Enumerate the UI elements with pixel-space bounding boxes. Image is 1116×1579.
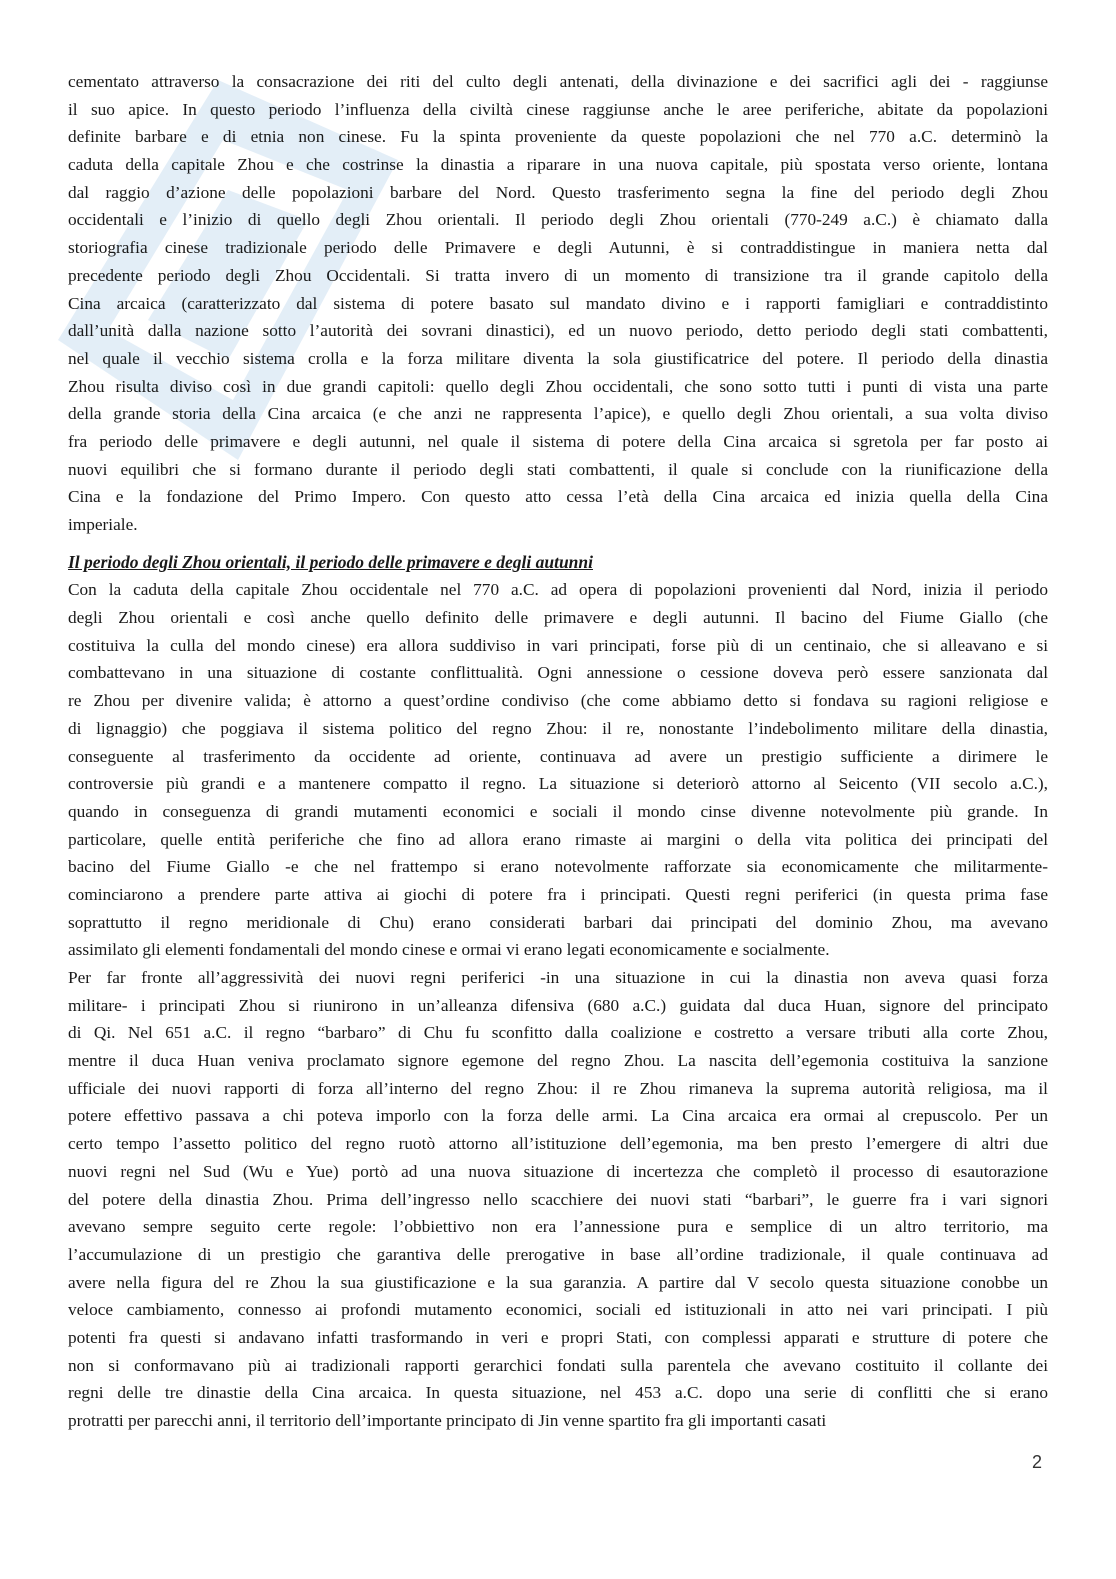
text-line: occidentali e l’inizio di quello degli Zhou orientali. Il periodo degli Zhou orientali (770-249 a.C.) è chiamato dalla	[68, 210, 1048, 230]
text-line: avevano sempre seguito certe regole: l’obbiettivo non era l’annessione pura e semplice di un altro territorio, ma	[68, 1217, 1048, 1237]
text-line: definite barbare e di etnia non cinese. Fu la spinta proveniente da queste popolazioni che nel 770 a.C. determinò la	[68, 127, 1048, 147]
text-line: degli Zhou orientali e così anche quello definito delle primavere e degli autunni. Il bacino del Fiume Giallo (che	[68, 608, 1048, 628]
text-line: Cina e la fondazione del Primo Impero. Con questo atto cessa l’età della Cina arcaica ed inizia quella della Cina	[68, 487, 1048, 507]
text-line: mentre il duca Huan veniva proclamato signore egemone del regno Zhou. La nascita dell’egemonia costituiva la sanzione	[68, 1051, 1048, 1071]
text-line: nuovi regni nel Sud (Wu e Yue) portò ad una nuova situazione di incertezza che completò il processo di esautorazione	[68, 1161, 1048, 1181]
text-line: controversie più grandi e a mantenere compatto il regno. La situazione si deteriorò attorno al Seicento (VII secolo a.C.),	[68, 774, 1048, 794]
text-line: militare- i principati Zhou si riunirono in un’alleanza difensiva (680 a.C.) guidata dal duca Huan, signore del principato	[68, 995, 1048, 1015]
page-number: 2	[1031, 1452, 1042, 1472]
text-line: nel quale il vecchio sistema crolla e la forza militare diventa la sola giustificatrice del potere. Il periodo della dinastia	[68, 348, 1048, 368]
text-line: bacino del Fiume Giallo -e che nel frattempo si erano notevolmente rafforzate sia economicamente che militarmente-	[68, 857, 1048, 877]
text-line: cominciarono a prendere parte attiva ai giochi di potere fra i principati. Questi regni periferici (in questa prima fase	[68, 884, 1048, 904]
section-heading: Il periodo degli Zhou orientali, il periodo delle primavere e degli autunni	[68, 551, 593, 572]
text-line: certo tempo l’assetto politico del regno ruotò attorno all’istituzione dell’egemonia, ma ben presto l’emergere di altri due	[68, 1134, 1048, 1154]
text-line: il suo apice. In questo periodo l’influenza della civiltà cinese raggiunse anche le aree periferiche, abitate da popolazioni	[68, 99, 1048, 119]
text-line: della grande storia della Cina arcaica (e che anzi ne rappresenta l’apice), e quello degli Zhou orientali, a sua volta diviso	[68, 404, 1048, 424]
text-line: di lignaggio) che poggiava il sistema politico del regno Zhou: il re, nonostante l’indebolimento militare della dinastia,	[68, 718, 1048, 738]
text-line: Cina arcaica (caratterizzato dal sistema di potere basato sul mandato divino e i rapporti famigliari e contraddistinto	[68, 293, 1048, 313]
text-line: potenti fra questi si andavano infatti trasformando in veri e propri Stati, con complessi apparati e strutture di potere che	[68, 1327, 1048, 1347]
paragraph-1	[68, 68, 1048, 539]
text-line: regni delle tre dinastie della Cina arcaica. In questa situazione, nel 453 a.C. dopo una serie di conflitti che si erano	[68, 1383, 1048, 1403]
paragraph-2	[68, 576, 1048, 964]
text-line: potere effettivo passava a chi poteva imporlo con la forza delle armi. La Cina arcaica era ormai al crepuscolo. Per un	[68, 1106, 1048, 1126]
text-line: precedente periodo degli Zhou Occidentali. Si tratta invero di un momento di transizione tra il grande capitolo della	[68, 265, 1048, 285]
text-line: Zhou risulta diviso così in due grandi capitoli: quello degli Zhou occidentali, che sono sotto tutti i punti di vista una parte	[68, 376, 1048, 396]
text-line: Con la caduta della capitale Zhou occidentale nel 770 a.C. ad opera di popolazioni provenienti dal Nord, inizia il periodo	[68, 580, 1048, 600]
text-line: del potere della dinastia Zhou. Prima dell’ingresso nello scacchiere dei nuovi stati “barbari”, le guerre fra i vari signori	[68, 1189, 1048, 1209]
text-line: quando in conseguenza di grandi mutamenti economici e sociali il mondo cinse divenne notevolmente più grande. In	[68, 801, 1048, 821]
text-line: protratti per parecchi anni, il territorio dell’importante principato di Jin venne spartito fra gli importanti casati	[68, 1411, 827, 1430]
paragraph-3	[68, 964, 1048, 1435]
text-line: cementato attraverso la consacrazione dei riti del culto degli antenati, della divinazione e dei sacrifici agli dei - raggiunse	[68, 72, 1048, 91]
text-line: imperiale.	[68, 515, 138, 534]
text-line: assimilato gli elementi fondamentali del mondo cinese e ormai vi erano legati economicamente e socialmente.	[68, 940, 830, 960]
text-line: avere nella figura del re Zhou la sua giustificazione e la sua garanzia. A partire dal V secolo questa situazione conobbe un	[68, 1272, 1048, 1292]
text-line: dal raggio d’azione delle popolazioni barbare del Nord. Questo trasferimento segna la fine del periodo degli Zhou	[68, 182, 1048, 202]
text-line: re Zhou per divenire valida; è attorno a quest’ordine condiviso (che come abbiamo detto si fondava su ragioni religiose e	[68, 691, 1048, 711]
text-line: combattevano in una situazione di costante conflittualità. Ogni annessione o cessione doveva però essere sanzionata dal	[68, 663, 1048, 683]
text-line: soprattutto il regno meridionale di Chu) erano considerati barbari dai principati del dominio Zhou, ma avevano	[68, 912, 1048, 932]
text-line: particolare, quelle entità periferiche che fino ad allora erano rimaste ai margini o della vita politica dei principati del	[68, 829, 1048, 849]
text-line: di Qi. Nel 651 a.C. il regno “barbaro” di Chu fu sconfitto dalla coalizione e costretto a versare tributi alla corte Zhou,	[68, 1023, 1048, 1043]
text-line: conseguente al trasferimento da occidente ad oriente, continuava ad avere un prestigio sufficiente a dirimere le	[68, 746, 1048, 766]
text-line: storiografia cinese tradizionale periodo delle Primavere e degli Autunni, è si contraddistingue in maniera netta dal	[68, 238, 1048, 258]
text-line: l’accumulazione di un prestigio che garantiva delle prerogative in base all’ordine tradizionale, il quale continuava ad	[68, 1244, 1048, 1264]
text-line: caduta della capitale Zhou e che costrinse la dinastia a riparare in una nuova capitale, più spostata verso oriente, lontana	[68, 155, 1048, 175]
text-line: ufficiale dei nuovi rapporti di forza all’interno del regno Zhou: il re Zhou rimaneva la suprema autorità religiosa, ma il	[68, 1078, 1048, 1098]
text-line: costituiva la culla del mondo cinese) era allora suddiviso in vari principati, forse più di un centinaio, che si alleavano e si	[68, 635, 1048, 655]
text-line: veloce cambiamento, connesso ai profondi mutamento economici, sociali ed istituzionali in atto nei vari principati. I più	[68, 1300, 1048, 1320]
document-body	[68, 68, 1048, 1435]
text-line: dall’unità dalla nazione sotto l’autorità dei sovrani dinastici), ed un nuovo periodo, detto periodo degli stati combattenti,	[68, 321, 1048, 341]
text-line: fra periodo delle primavere e degli autunni, nel quale il sistema di potere della Cina arcaica si sgretola per far posto ai	[68, 431, 1048, 451]
text-line: nuovi equilibri che si formano durante il periodo degli stati combattenti, il quale si conclude con la riunificazione della	[68, 459, 1048, 479]
text-line: Per far fronte all’aggressività dei nuovi regni periferici -in una situazione in cui la dinastia non aveva quasi forza	[68, 968, 1048, 987]
text-line: non si conformavano più ai tradizionali rapporti gerarchici fondati sulla parentela che avevano costituito il collante dei	[68, 1355, 1048, 1375]
